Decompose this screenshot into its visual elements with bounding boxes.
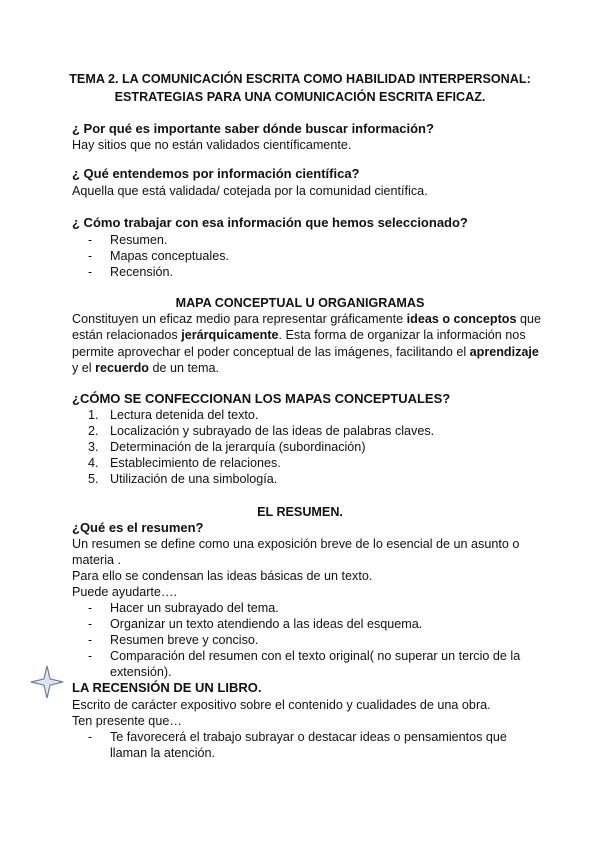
paragraph-line	[72, 344, 539, 360]
list-item	[88, 648, 520, 664]
text-run: Constituyen un eficaz medio para representar gráficamente	[72, 312, 407, 326]
list-item-text: Te favorecerá el trabajo subrayar o destacar ideas o pensamientos que	[110, 730, 507, 744]
paragraph-line	[72, 360, 219, 376]
list-item	[88, 232, 167, 248]
paragraph-line: Puede ayudarte….	[72, 585, 178, 599]
question-resumen: ¿Qué es el resumen?	[72, 520, 204, 535]
question-1: ¿ Por qué es importante saber dónde buscar información?	[72, 121, 434, 136]
question-como: ¿CÓMO SE CONFECCIONAN LOS MAPAS CONCEPTUALES?	[72, 391, 451, 406]
list-item-continuation: llaman la atención.	[110, 746, 216, 760]
answer-2: Aquella que está validada/ cotejada por la comunidad científica.	[72, 184, 428, 198]
dash-marker: -	[88, 649, 93, 663]
answer-1: Hay sitios que no están validados científicamente.	[72, 138, 352, 152]
dash-marker: -	[88, 249, 93, 263]
list-item-text: Resumen.	[110, 233, 168, 247]
question-2: ¿ Qué entendemos por información científica?	[72, 166, 360, 181]
bold-run: ideas o conceptos	[406, 312, 517, 326]
list-item	[88, 439, 366, 455]
text-run: están relacionados	[72, 328, 182, 342]
list-item	[88, 616, 422, 632]
paragraph-line: materia .	[72, 553, 121, 567]
list-item-text: Recensión.	[110, 265, 174, 279]
text-run: y el	[72, 361, 96, 375]
paragraph-line	[72, 311, 541, 327]
paragraph-line: Escrito de carácter expositivo sobre el contenido y cualidades de una obra.	[72, 698, 491, 712]
number-marker: 4.	[88, 456, 99, 470]
section-heading-resumen: EL RESUMEN.	[257, 505, 343, 519]
list-item	[88, 471, 277, 487]
list-item	[88, 455, 281, 471]
list-item	[88, 423, 434, 439]
list-item-text: Determinación de la jerarquía (subordinación)	[110, 440, 366, 454]
dash-marker: -	[88, 265, 93, 279]
dash-marker: -	[88, 633, 93, 647]
list-item-text: Localización y subrayado de las ideas de palabras claves.	[110, 424, 435, 438]
number-marker: 1.	[88, 408, 99, 422]
dash-marker: -	[88, 730, 93, 744]
text-run: permite aprovechar el poder conceptual de las imágenes, facilitando el	[72, 345, 470, 359]
title-line-1: TEMA 2. LA COMUNICACIÓN ESCRITA COMO HABILIDAD INTERPERSONAL:	[69, 72, 531, 86]
list-item-text: Organizar un texto atendiendo a las ideas del esquema.	[110, 617, 423, 631]
four-point-star-icon	[30, 665, 64, 699]
paragraph-line: Ten presente que…	[72, 714, 182, 728]
list-item-text: Establecimiento de relaciones.	[110, 456, 281, 470]
list-item	[88, 632, 258, 648]
text-run: . Esta forma de organizar la información nos	[278, 328, 526, 342]
list-item-text: Lectura detenida del texto.	[110, 408, 259, 422]
list-item	[88, 729, 507, 745]
list-item-text: Utilización de una simbología.	[110, 472, 278, 486]
bold-run: jerárquicamente	[181, 328, 279, 342]
number-marker: 2.	[88, 424, 99, 438]
paragraph-line	[72, 327, 526, 343]
list-item	[88, 248, 229, 264]
dash-marker: -	[88, 233, 93, 247]
question-3: ¿ Cómo trabajar con esa información que hemos seleccionado?	[72, 215, 468, 230]
number-marker: 5.	[88, 472, 99, 486]
list-item-continuation: extensión).	[110, 665, 172, 679]
text-run: que	[516, 312, 542, 326]
list-item-text: Comparación del resumen con el texto original( no superar un tercio de la	[110, 649, 521, 663]
dash-marker: -	[88, 601, 93, 615]
bold-run: aprendizaje	[469, 345, 539, 359]
section-heading-recension: LA RECENSIÓN DE UN LIBRO.	[72, 680, 262, 695]
title-line-2: ESTRATEGIAS PARA UNA COMUNICACIÓN ESCRITA EFICAZ.	[114, 90, 486, 104]
list-item	[88, 264, 173, 280]
list-item-text: Mapas conceptuales.	[110, 249, 230, 263]
list-item	[88, 407, 258, 423]
paragraph-line: Un resumen se define como una exposición breve de lo esencial de un asunto o	[72, 537, 520, 551]
bold-run: recuerdo	[95, 361, 150, 375]
text-run: de un tema.	[149, 361, 220, 375]
list-item-text: Resumen breve y conciso.	[110, 633, 259, 647]
list-item	[88, 600, 279, 616]
dash-marker: -	[88, 617, 93, 631]
section-heading-mapa: MAPA CONCEPTUAL U ORGANIGRAMAS	[175, 296, 425, 310]
paragraph-line: Para ello se condensan las ideas básicas de un texto.	[72, 569, 373, 583]
list-item-text: Hacer un subrayado del tema.	[110, 601, 279, 615]
page-title	[60, 70, 540, 106]
number-marker: 3.	[88, 440, 99, 454]
